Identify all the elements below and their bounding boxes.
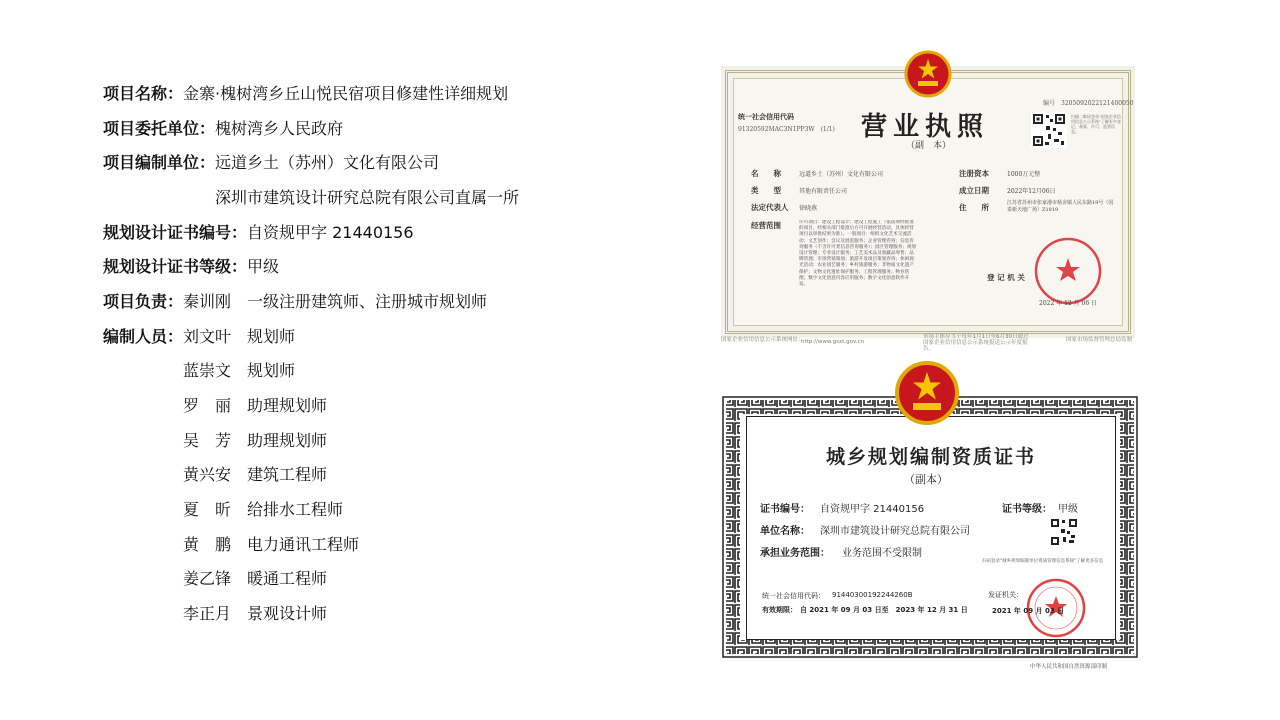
compiler-row bbox=[103, 151, 439, 175]
qual-qr-note: 扫码登录"城乡规划编制单位资质管理信息系统"了解更多信息 bbox=[982, 559, 1104, 564]
license-foot-left: 国家企业信用信息公示系统网址： bbox=[721, 337, 804, 343]
license-date-value: 2022年12月06日 bbox=[1007, 188, 1056, 195]
business-license-image bbox=[721, 66, 1135, 352]
staff-name: 罗 丽 bbox=[183, 396, 232, 415]
license-scope-value: 许可项目：建设工程设计；建设工程施工（依法须经批准的项目，经相关部门批准后方可开展经营活动，具体经营项目以审批结果为准）。一般项目：组织文化艺术交流活动；文艺创作；会议及展览服务；企业管理咨询；信息咨询服务（不含许可类信息咨询服务）；园区管理服务；规划设计管理；专业设计服务；工艺美术品及收藏品零售；品牌管理；市场营销策划；旅游开发项目策划咨询；休闲观光活动；农业园艺服务；乡村旅游服务；非物质文化遗产保护；文物文化遗址保护服务；工程管理服务；物业管理；数字文化创意内容应用服务；数字文化创意软件开发。 bbox=[799, 220, 917, 288]
credit-code-value: 91320592MAC3N1PP3W (1/1) bbox=[738, 126, 835, 133]
license-foot-url: http://www.gsxt.gov.cn bbox=[801, 339, 865, 345]
license-seal-icon bbox=[1033, 236, 1103, 306]
qual-valid-value: 自 2021 年 09 月 03 日至 2023 年 12 月 31 日 bbox=[800, 606, 968, 614]
staff-row bbox=[183, 359, 295, 383]
staff-row bbox=[183, 394, 327, 418]
staff-name: 蓝崇文 bbox=[183, 361, 232, 380]
staff-row bbox=[183, 567, 327, 591]
qual-cert-no-value: 自资规甲字 21440156 bbox=[820, 504, 925, 515]
qual-valid-label: 有效期限： bbox=[762, 606, 797, 614]
license-date-label: 成立日期 bbox=[959, 186, 989, 195]
license-foot-right: 国家市场监督管理总局监制 bbox=[1066, 337, 1133, 343]
staff-row bbox=[183, 498, 343, 522]
national-emblem-icon bbox=[894, 360, 960, 426]
license-addr-label: 住 所 bbox=[959, 203, 989, 212]
staff-name: 夏 昕 bbox=[183, 500, 232, 519]
project-name-row bbox=[103, 82, 508, 106]
staff-role: 给排水工程师 bbox=[247, 500, 344, 519]
staff-role: 规划师 bbox=[247, 361, 296, 380]
client-label: 项目委托单位： bbox=[103, 119, 216, 138]
staff-name: 黄 鹏 bbox=[183, 535, 232, 554]
cert-no-value: 自资规甲字 21440156 bbox=[247, 223, 414, 242]
license-authority-label: 登 记 机 关 bbox=[987, 273, 1025, 282]
staff-role: 景观设计师 bbox=[247, 604, 328, 623]
license-type-value: 其他有限责任公司 bbox=[799, 188, 848, 195]
staff-row bbox=[183, 429, 327, 453]
staff-row bbox=[183, 533, 359, 557]
staff-name: 刘文叶 bbox=[183, 327, 232, 346]
license-capital-label: 注册资本 bbox=[959, 169, 989, 178]
qual-footer: 中华人民共和国自然资源部印制 bbox=[1030, 664, 1108, 670]
qual-grade-label: 证书等级： bbox=[1002, 504, 1052, 515]
qualification-certificate-image bbox=[720, 394, 1140, 670]
compiler-label: 项目编制单位： bbox=[103, 153, 216, 172]
qual-scope-label: 承担业务范围： bbox=[760, 548, 830, 559]
qual-credit-label: 统一社会信用代码： bbox=[762, 592, 825, 600]
qual-credit-value: 91440300192244260B bbox=[832, 591, 913, 599]
compiler-value-1: 远道乡土（苏州）文化有限公司 bbox=[215, 153, 440, 172]
staff-role: 电力通讯工程师 bbox=[247, 535, 360, 554]
qual-issuer-label: 发证机关： bbox=[988, 591, 1023, 599]
license-rep-label: 法定代表人 bbox=[751, 203, 789, 212]
qual-unit-label: 单位名称： bbox=[760, 526, 810, 537]
staff-row bbox=[183, 325, 295, 349]
client-row bbox=[103, 117, 343, 141]
qualification-title: 城乡规划编制资质证书 bbox=[826, 446, 1037, 468]
staff-label-row bbox=[103, 325, 183, 349]
staff-name: 李正月 bbox=[183, 604, 232, 623]
compiler-row-2 bbox=[215, 186, 519, 210]
qual-scope-value: 业务范围不受限制 bbox=[842, 548, 922, 559]
cert-no-row bbox=[103, 221, 414, 245]
leader-row bbox=[103, 290, 487, 314]
staff-role: 助理规划师 bbox=[247, 431, 328, 450]
staff-role: 规划师 bbox=[247, 327, 296, 346]
national-emblem-icon bbox=[904, 50, 952, 98]
license-capital-value: 1000万元整 bbox=[1007, 171, 1041, 178]
license-title: 营业执照 bbox=[861, 112, 990, 142]
qualification-qr-code-icon bbox=[1050, 518, 1078, 546]
license-rep-value: 徐晓燕 bbox=[799, 205, 818, 212]
qual-issue-date: 2021 年 09 月 03 日 bbox=[992, 607, 1065, 615]
qual-unit-value: 深圳市建筑设计研究总院有限公司 bbox=[820, 526, 970, 537]
qual-grade-value: 甲级 bbox=[1058, 504, 1078, 515]
license-type-label: 类 型 bbox=[751, 186, 781, 195]
qual-cert-no-label: 证书编号： bbox=[760, 504, 810, 515]
license-subtitle: （副 本） bbox=[906, 141, 952, 151]
cert-grade-label: 规划设计证书等级： bbox=[103, 257, 248, 276]
leader-label: 项目负责： bbox=[103, 292, 184, 311]
staff-name: 姜乙锋 bbox=[183, 569, 232, 588]
staff-role: 建筑工程师 bbox=[247, 465, 328, 484]
compiler-value-2: 深圳市建筑设计研究总院有限公司直属一所 bbox=[215, 188, 520, 207]
project-name-label: 项目名称： bbox=[103, 84, 184, 103]
staff-name: 黄兴安 bbox=[183, 465, 232, 484]
cert-no-label: 规划设计证书编号： bbox=[103, 223, 248, 242]
license-name-value: 远道乡土（苏州）文化有限公司 bbox=[799, 171, 884, 178]
client-value: 槐树湾乡人民政府 bbox=[215, 119, 344, 138]
staff-label: 编制人员： bbox=[103, 327, 184, 346]
staff-name: 吴 芳 bbox=[183, 431, 232, 450]
staff-role: 暖通工程师 bbox=[247, 569, 328, 588]
cert-grade-value: 甲级 bbox=[247, 257, 280, 276]
license-foot-mid: 市场主体应当于每年1月1日至6月30日通过国家企业信用信息公示系统报送公示年度报告。 bbox=[923, 334, 1029, 352]
license-issue-date: 2022 年 12 月 06 日 bbox=[1039, 300, 1098, 307]
license-qr-note: 扫描二维码登录"国家企业信用信息公示系统"了解更多登记、备案、许可、监管信息。 bbox=[1071, 114, 1121, 134]
license-name-label: 名 称 bbox=[751, 169, 781, 178]
credit-code-label: 统一社会信用代码 bbox=[738, 112, 794, 121]
license-serial: 编号 3205092022121400050 bbox=[1043, 100, 1134, 107]
cert-grade-row bbox=[103, 255, 279, 279]
leader-value: 秦训刚 一级注册建筑师、注册城市规划师 bbox=[183, 292, 488, 311]
qualification-subtitle: （副本） bbox=[904, 473, 948, 486]
staff-row bbox=[183, 602, 327, 626]
license-scope-label: 经营范围 bbox=[751, 221, 781, 230]
project-name-value: 金寨·槐树湾乡丘山悦民宿项目修建性详细规划 bbox=[183, 84, 509, 103]
staff-role: 助理规划师 bbox=[247, 396, 328, 415]
license-addr-value: 江苏省苏州市张家港市杨舍镇人民东路19号（国泰新天地广场）Z1819 bbox=[1007, 200, 1114, 213]
license-qr-code-icon bbox=[1031, 112, 1067, 148]
staff-row bbox=[183, 463, 327, 487]
